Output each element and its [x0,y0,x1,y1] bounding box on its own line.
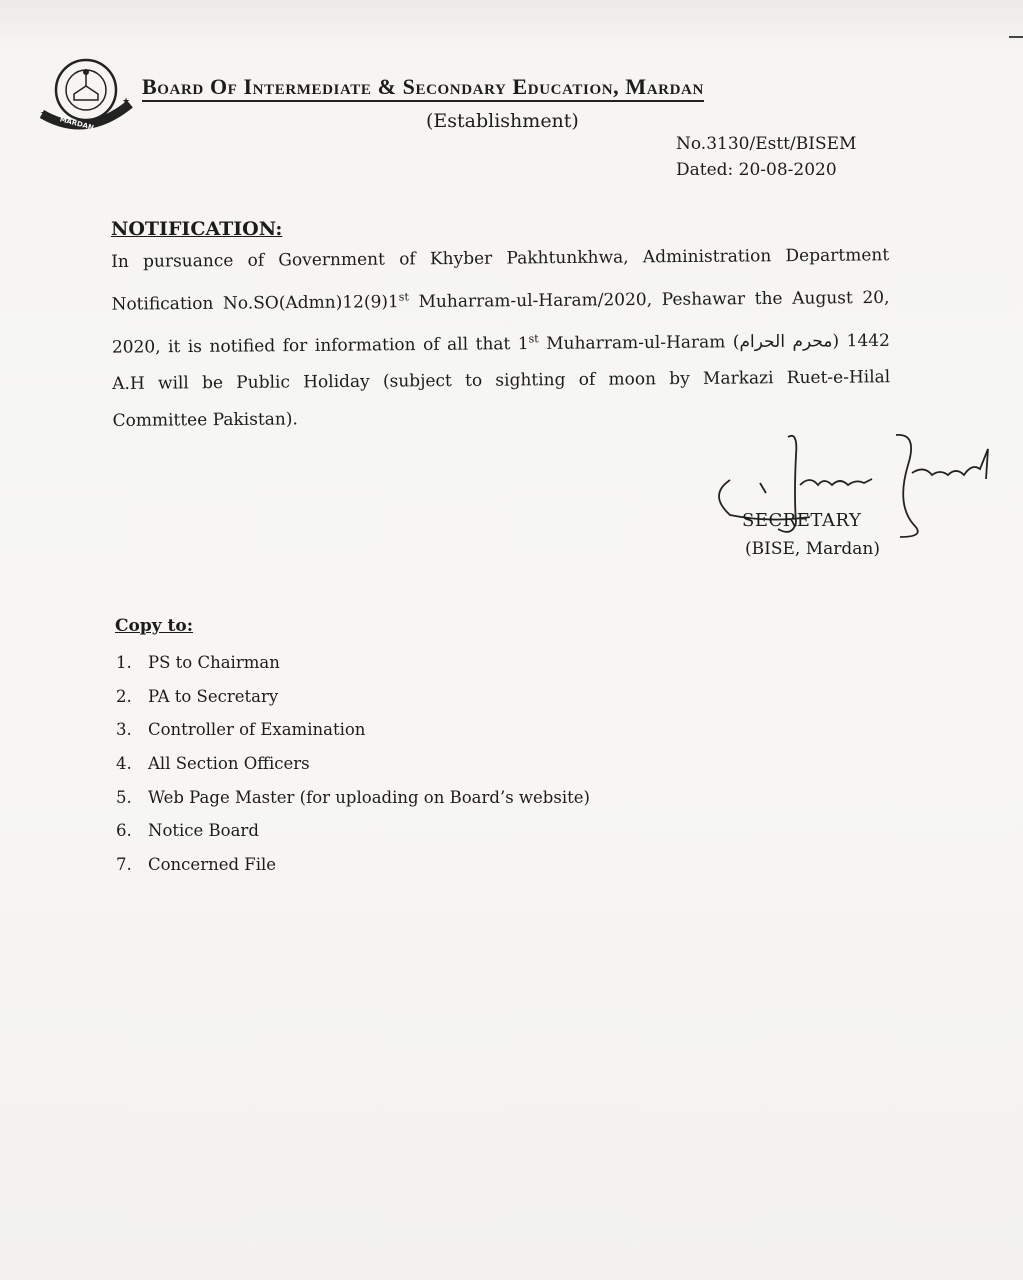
list-item [116,646,590,680]
notification-heading: NOTIFICATION: [111,218,283,240]
list-item-text: PA to Secretary [148,686,279,706]
list-item-text: Notice Board [148,821,259,841]
list-item [116,680,590,714]
list-item [116,780,590,814]
section-subheading: (Establishment) [426,110,579,132]
svg-text:★: ★ [40,109,49,119]
signatory-title: SECRETARY [742,510,862,531]
signatory-department: (BISE, Mardan) [745,539,880,559]
body-text-part-2: Muharram-ul-Haram/2020, Peshawar the August 20, 2020, it is notified for information of all that 1 [111,287,890,358]
list-item [116,747,590,781]
list-item-text: Web Page Master (for uploading on Board’s website) [148,787,590,807]
svg-text:★: ★ [122,97,131,107]
svg-text:MARDAN: MARDAN [58,115,95,133]
ordinal-suffix: st [528,331,539,346]
list-item-text: Concerned File [148,854,277,874]
list-item-text: Controller of Examination [148,720,366,740]
edge-mark [1009,36,1023,38]
list-item-number: 6. [116,821,132,841]
list-item-number: 3. [116,720,132,740]
board-name-heading: Board Of Intermediate & Secondary Education, Mardan [142,74,704,102]
body-text-part-3: Muharram-ul-Haram (محرم الحرام) 1442 A.H will be Public Holiday (subject to sighting of moon by Markazi Ruet-e-Hilal Committee Pakistan). [112,330,891,432]
list-item [116,814,590,848]
list-item-text: PS to Chairman [148,653,280,673]
list-item [116,713,590,747]
list-item-number: 1. [116,653,132,673]
list-item-number: 4. [116,754,132,774]
list-item-text: All Section Officers [148,754,310,774]
board-seal-logo [38,42,134,138]
ordinal-suffix: st [398,290,409,304]
list-item [116,848,590,882]
list-item-number: 7. [116,854,132,874]
reference-number: No.3130/Estt/BISEM [676,134,857,154]
list-item-number: 2. [116,686,132,706]
copy-to-heading: Copy to: [115,616,194,636]
body-text-part-1: In pursuance of Government of Khyber Pakhtunkhwa, Administration Department Notification No.SO(Admn)12(9)1 [111,245,890,315]
reference-date: Dated: 20-08-2020 [676,160,837,180]
list-item-number: 5. [116,787,132,807]
notification-body [111,237,891,440]
copy-to-list [116,646,590,881]
